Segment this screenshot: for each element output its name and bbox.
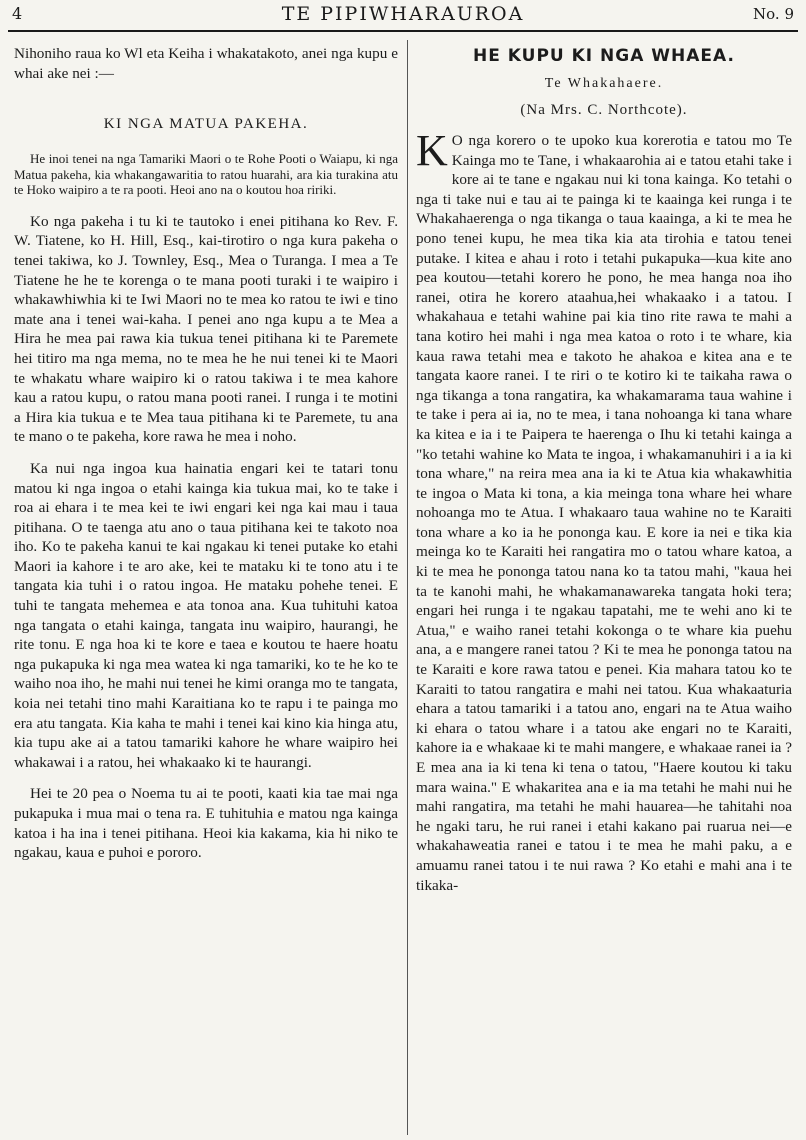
intro-text: Nihoniho raua ko Wl eta Keiha i whakatakoto, anei nga kupu e whai ake nei :— <box>14 45 398 82</box>
article-body-text: O nga korero o te upoko kua korerotia e tatou mo Te Kainga mo te Tane, i whakaarohia ai e tatou etahi take i kore ai te tane e ngakau nui ki tona kainga. Ko tetahi o nga ti take nui e tau ai te painga ki te kaainga kei runga i te Whakahaerenga o nga tikanga o taua kaainga, a ki te mea he pono tenei kupu, he mea tika kia ata tirohia e tatou tenei putake. I kitea e ahau i roto i tetahi pukapuka—kua kite ano pea koutou—tetahi korero he pono, he mea hanga noa iho ranei, otira he korero ataahua,hei whakaako i a tatou. I whakahaua e tetahi wahine pai kia tino rite rawa te mahi a tana kotiro hei mahi i nga mea katoa o roto i te whare, kia kaua rawa tetahi mea e takoto he ahakoa e kitea ana e te tangata kaore ranei. I te riri o te kotiro ki te taikaha rawa o nga tikanga a tona rangatira, ka whakamarama taua wahine i te take i pera ai ia, no te mea, i tana nohoanga ki tana whare ka kitea e ia i te Paipera te haerenga o Ihu ki tetahi kainga a "ko tetahi wahine ko Mata te ingoa, i whakamanuhiri i a ia ki tona whare," na reira mea ana ia ki te Atua kia whakawhitia te ingoa o Mata ki tona, a kia meinga tona whare hei whare nohoanga mo te Atua. I whakaaro taua wahine no te Karaiti tona whare a ko ia he pononga kau. E kore ia nei e tika kia meinga ko te Karaiti hei rangatira mo o tatou whare katoa, a ki te mea he pononga tatou nana ko ta tatou mahi, "kaua hei ta te kanohi mahi, he whakamanawareka tangata hoki tera; engari hei runga i te ngakau tapatahi, me te wehi ano ki te Atua," e waiho ranei tetahi kokonga o te whare kia puehu ana, a e mangere ranei tatou ? Ki te mea he pononga tatou na te Karaiti e kore rawa tatou e penei. Kia mahara tatou ko te Karaiti to tatou rangatira e mahi nei tatou. Kua whakaaturia ehara a tatou tamariki i a tatou ano, engari na te Atua waiho ki ehara o tatou whare i a tatou ake engari no te Karaiti, kahore ia e whakaae ki te mahi mangere, e whakaae ranei ia ? E mea ana ia ki tena ki tena o tatou, "Haere koutou ki taku mara waina." E whakaritea ana e ia ma tetahi he mahi nui he mahi rangatira, ma tetahi he mahi hauarea—he tahitahi noa he ngaki taru, he rui ranei i etahi kakano pai ruarua nei—e whakahaweatia ranei e tatou i te mea he mahi paku, a e amuamu ranei tatou i te nui rawa ? Ko etahi e mahi ana i te tikaka- <box>416 132 792 894</box>
issue-number: No. 9 <box>753 5 794 23</box>
column-divider <box>407 40 408 1135</box>
right-column <box>416 44 792 895</box>
paragraph-2: Ka nui nga ingoa kua hainatia engari kei te tatari tonu matou ki nga ingoa o etahi kainga kia tukua mai, ko te take i roa ai ehara i te mea kei te iwi engari kei nga kai mau i taua pitihana. O te taenga atu ano o taua pitihana kei te takoto noa iho. Ko te pakeha kanui te kai ngakau ki tenei putake ko etahi Maori ia kahore i te aro ake, kei te mataku ki te tono atu i te tangata kia tuhi i o ratou ingoa. He mataku pohehe tenei. E tuhi te tangata mehemea e ata tonoa ana. Kua tuhituhi katoa nga tangata o etahi kainga, tangata inu waipiro, haurangi, he rite tonu. E nga hoa ki te kore e taea e koutou te haere hoatu nga pukapuka ki nga mea watea ki nga tamariki, ko te he ko te waiho noa iho, he mahi nui tenei he kimi oranga mo te tangata, koia nei tetahi tino mahi Karaitiana ko te rapu i te painga mo era atu tangata. Kia kaha te mahi i tenei kai kino kia hinga atu, kia tupu ake ai a tatou tamariki kahore he whare waipiro hei whakawai i a ratou, hei whakaako ki te haurangi. <box>14 459 398 771</box>
page-header <box>8 0 798 32</box>
petition-text: He inoi tenei na nga Tamariki Maori o te Rohe Pooti o Waiapu, ki nga Matua pakeha, kia whakangawaritia to ratou huarahi, ara kia turakina atu te Hoko waipiro a te ra pooti. Heoi ano na o koutou hoa ririki. <box>14 151 398 198</box>
article-title: HE KUPU KI NGA WHAEA. <box>473 46 735 66</box>
article-subtitle: Te Whakahaere. <box>544 76 664 91</box>
left-column <box>14 44 398 863</box>
article-body <box>416 126 792 895</box>
article-byline: (Na Mrs. C. Northcote). <box>520 102 688 118</box>
paragraph-1: Ko nga pakeha i tu ki te tautoko i enei pitihana ko Rev. F. W. Tiatene, ko H. Hill, Esq., kai-tirotiro o nga kura pakeha o tenei takiwa, ko J. Townley, Esq., Mea o Turanga. I mea a Te Tiatene he he te korenga o te mana pooti turaki i te waipiro i whakawhiwhia ki te Iwi Maori no te mea ko ratou te iwi e tino mate ana i tenei wai-kaha. I penei ano nga kupu a te Mea a Hira he mea pai rawa kia tukua tenei pitihana ki te Paremete hei titiro ma nga mema, no te mea he he nui tenei ki te Maori te whakatu whare waipiro ki o ratou takiwa i te mea kahore kau a ratou kupu, o ratou mana pooti ranei. I runga i te motini a Hira kia tukua e te Mea taua pitihana ki te Paremete, tu ana te mano o te pakeha, kore rawa he mea i noho. <box>14 212 398 446</box>
newspaper-title: TE PIPIWHARAUROA <box>281 3 525 25</box>
page-number: 4 <box>12 4 23 23</box>
section-heading: KI NGA MATUA PAKEHA. <box>103 116 309 132</box>
paragraph-3: Hei te 20 pea o Noema tu ai te pooti, kaati kia tae mai nga pukapuka i mua mai o tena ra. E tuhituhia e matou nga kainga katoa i ha ina i tenei pitihana. Heoi kia kakama, kia hi niko te ngakau, kaua e puhoi e pororo. <box>14 785 398 862</box>
drop-cap: K <box>416 126 448 175</box>
